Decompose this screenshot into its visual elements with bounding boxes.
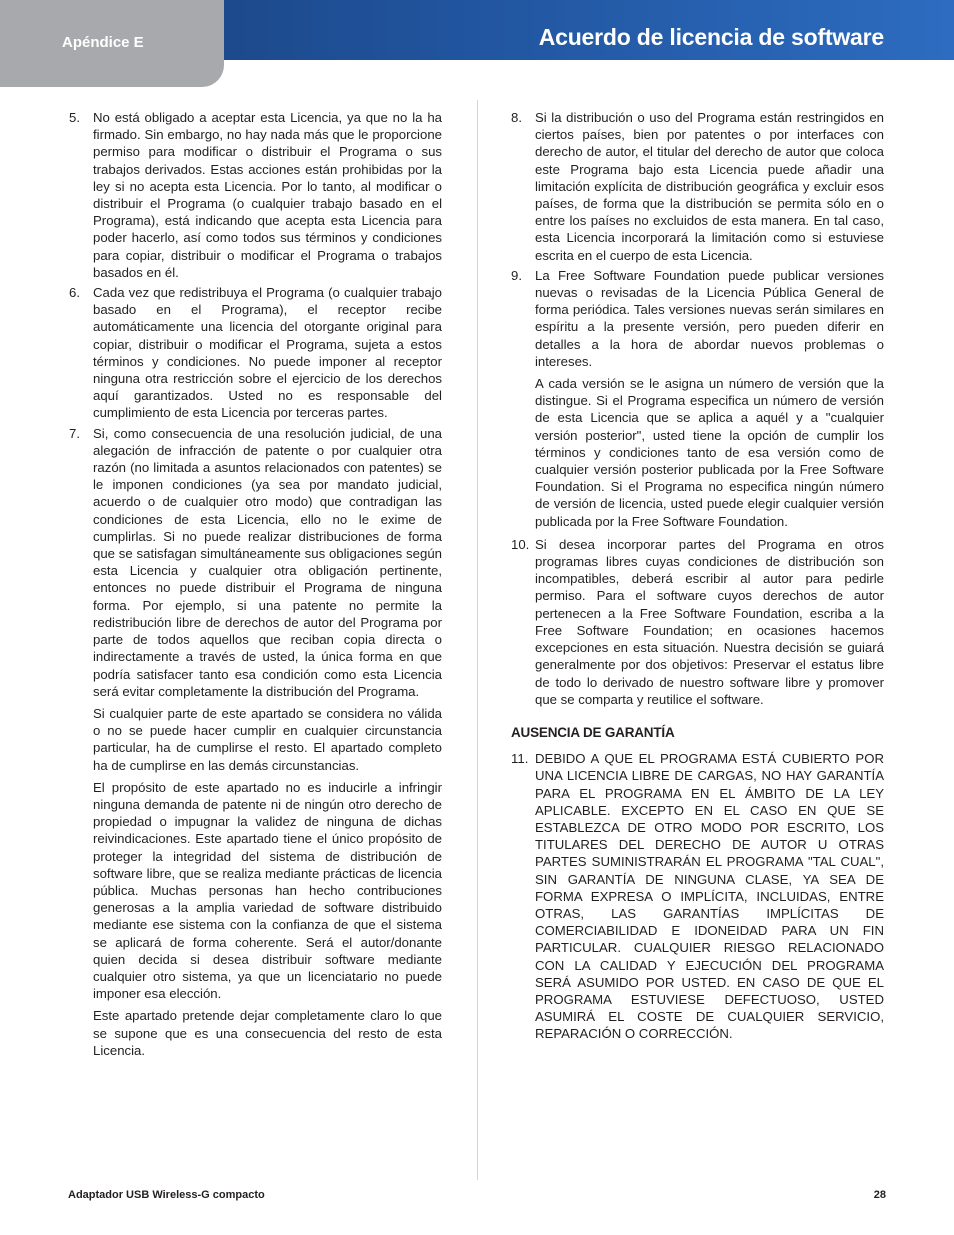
item-number: 8. [511,110,522,125]
list-item-8 [511,109,884,264]
item-text: Si, como consecuencia de una resolución judicial, de una alegación de infracción de patente o por cualquier otra razón (no limitada a asuntos relacionados con patentes) se le imponen condiciones (ya sea por mandato judicial, acuerdo o de cualquier otro modo) que contradigan las condiciones de esta Licencia, ello no le exime de cumplirlas. Si no puede realizar distribuciones de forma que se satisfagan simultáneamente sus obligaciones según esta Licencia y cualquier otra obligación pertinente, entonces no puede distribuir el Programa de ninguna forma. Por ejemplo, si una patente no permite la redistribución libre de derechos de autor del Programa por parte de todos aquellos que reciban copia directa o indirectamente a través de usted, la única forma en que podría satisfacer tanto esa condición como esta Licencia será evitar completamente la distribución del Programa. [93,425,442,699]
section-heading: AUSENCIA DE GARANTÍA [511,724,675,740]
appendix-label: Apéndice E [62,34,144,51]
paragraph: El propósito de este apartado no es inducirle a infringir ninguna demanda de patente ni de ningún otro derecho de propiedad o impugnar la validez de ninguna de dichas reivindicaciones. Este apartado tiene el único propósito de proteger la integridad del sistema de distribución de software libre, que se realiza mediante prácticas de licencia pública. Muchas personas han hecho contribuciones generosas a la amplia variedad de software distribuido mediante ese sistema con la confianza de que el sistema se aplicará de forma coherente. Será el autor/donante quien decida si desea distribuir software mediante cualquier otro sistema, ya que un licenciatario no puede imponer esa elección. [93,779,442,1002]
list-item-10 [511,536,884,708]
list-item-11 [511,750,884,1042]
item-text: Si desea incorporar partes del Programa en otros programas libres cuyas condiciones de distribución son incompatibles, deberá escribir al autor para pedirle permiso. Para el software cuyos derechos de autor pertenecen a la Free Software Foundation, escriba a la Free Software Foundation; en ocasiones hacemos excepciones en esta situación. Nuestra decisión se guiará generalmente por dos objetivos: Preservar el estatus libre de todo lo derivado de nuestro software libre y promover que se comparta y reutilice el software. [535,536,884,707]
appendix-tab [0,0,224,87]
item-text: No está obligado a aceptar esta Licencia, ya que no la ha firmado. Sin embargo, no hay nada más que le proporcione permiso para modificar o distribuir el Programa o sus trabajos derivados. Estas acciones están prohibidas por la ley si no acepta esta Licencia. Por lo tanto, al modificar o distribuir el Programa (o cualquier trabajo basado en el Programa), está indicando que acepta esta Licencia para poder hacerlo, así como todos sus términos y condiciones para copiar, distribuir o modificar el Programa o trabajos basados en él. [93,110,442,280]
column-divider [477,100,478,1180]
item-text: DEBIDO A QUE EL PROGRAMA ESTÁ CUBIERTO POR UNA LICENCIA LIBRE DE CARGAS, NO HAY GARANTÍA PARA EL PROGRAMA EN EL ÁMBITO DE LA LEY APLICABLE. EXCEPTO EN EL CASO EN QUE SE ESTABLEZCA DE OTRO MODO POR ESCRITO, LOS TITULARES DEL DERECHO DE AUTOR U OTRAS PARTES SUMINISTRARÁN EL PROGRAMA "TAL CUAL", SIN GARANTÍA DE NINGUNA CLASE, YA SEA DE FORMA EXPRESA O IMPLÍCITA, INCLUIDAS, ENTRE OTRAS, LAS GARANTÍAS IMPLÍCITAS DE COMERCIABILIDAD E IDONEIDAD PARA UN FIN PARTICULAR. CUALQUIER RIESGO RELACIONADO CON LA CALIDAD Y EJECUCIÓN DEL PROGRAMA SERÁ ASUMIDO POR USTED. EN CASO DE QUE EL PROGRAMA ESTUVIESE DEFECTUOSO, USTED ASUMIRÁ EL COSTE DE CUALQUIER SERVICIO, REPARACIÓN O CORRECCIÓN. [535,751,884,1042]
item-number: 7. [69,425,80,441]
list-item-7 [69,425,442,700]
page-number: 28 [873,1189,886,1201]
page-title: Acuerdo de licencia de software [538,24,884,50]
item-text: La Free Software Foundation puede publicar versiones nuevas o revisadas de la Licencia Pública General de forma periódica. Tales versiones nuevas serán similares en espíritu a la presente versión, pero pueden diferir en detalles a la hora de abordar nuevos problemas o intereses. [535,267,884,369]
item-text: Cada vez que redistribuya el Programa (o cualquier trabajo basado en el Programa), el receptor recibe automáticamente una licencia del otorgante original para copiar, distribuir o modificar el Programa, sujeta a estos términos y condiciones. No puede imponer al receptor ninguna otra restricción sobre el ejercicio de los derechos aquí garantizados. Usted no es responsable del cumplimiento de esta Licencia por terceras partes. [93,285,442,421]
item-number: 5. [69,110,80,125]
paragraph: Si cualquier parte de este apartado se considera no válida o no se puede hacer cumplir en cualquier circunstancia particular, ha de cumplirse el resto. El apartado completo ha de cumplirse en las demás circunstancias. [93,705,442,773]
item-text: Si la distribución o uso del Programa están restringidos en ciertos países, bien por patentes o por interfaces con derecho de autor, el titular del derecho de autor que coloca este Programa bajo esta Licencia puede añadir una limitación explícita de distribución geográfica y excluir esos países, de forma que la distribución se permita sólo en o entre los países no excluidos de esta manera. En tal caso, esta Licencia incorporará la limitación como si estuviese escrita en el cuerpo de esta Licencia. [535,110,884,263]
item-number: 9. [511,267,522,283]
list-item-9 [511,267,884,370]
footer-product: Adaptador USB Wireless-G compacto [68,1189,265,1201]
paragraph: Este apartado pretende dejar completamente claro lo que se supone que es una consecuencia del resto de esta Licencia. [93,1008,442,1058]
left-column [69,109,442,1062]
paragraph: A cada versión se le asigna un número de versión que la distingue. Si el Programa especifica un número de versión de esta Licencia que se aplica a aquél y a "cualquier versión posterior", usted tiene la opción de cumplir los términos y condiciones tanto de esa versión como de cualquier versión posterior publicada por la Free Software Foundation. Si el Programa no especifica ningún número de versión de licencia, usted puede elegir cualquier versión publicada por la Free Software Foundation. [535,376,884,529]
list-item-6 [69,284,442,422]
list-item-5 [69,109,442,281]
item-number: 6. [69,285,80,301]
right-column [511,109,884,1046]
item-number: 11. [511,751,529,767]
item-number: 10. [511,536,530,552]
